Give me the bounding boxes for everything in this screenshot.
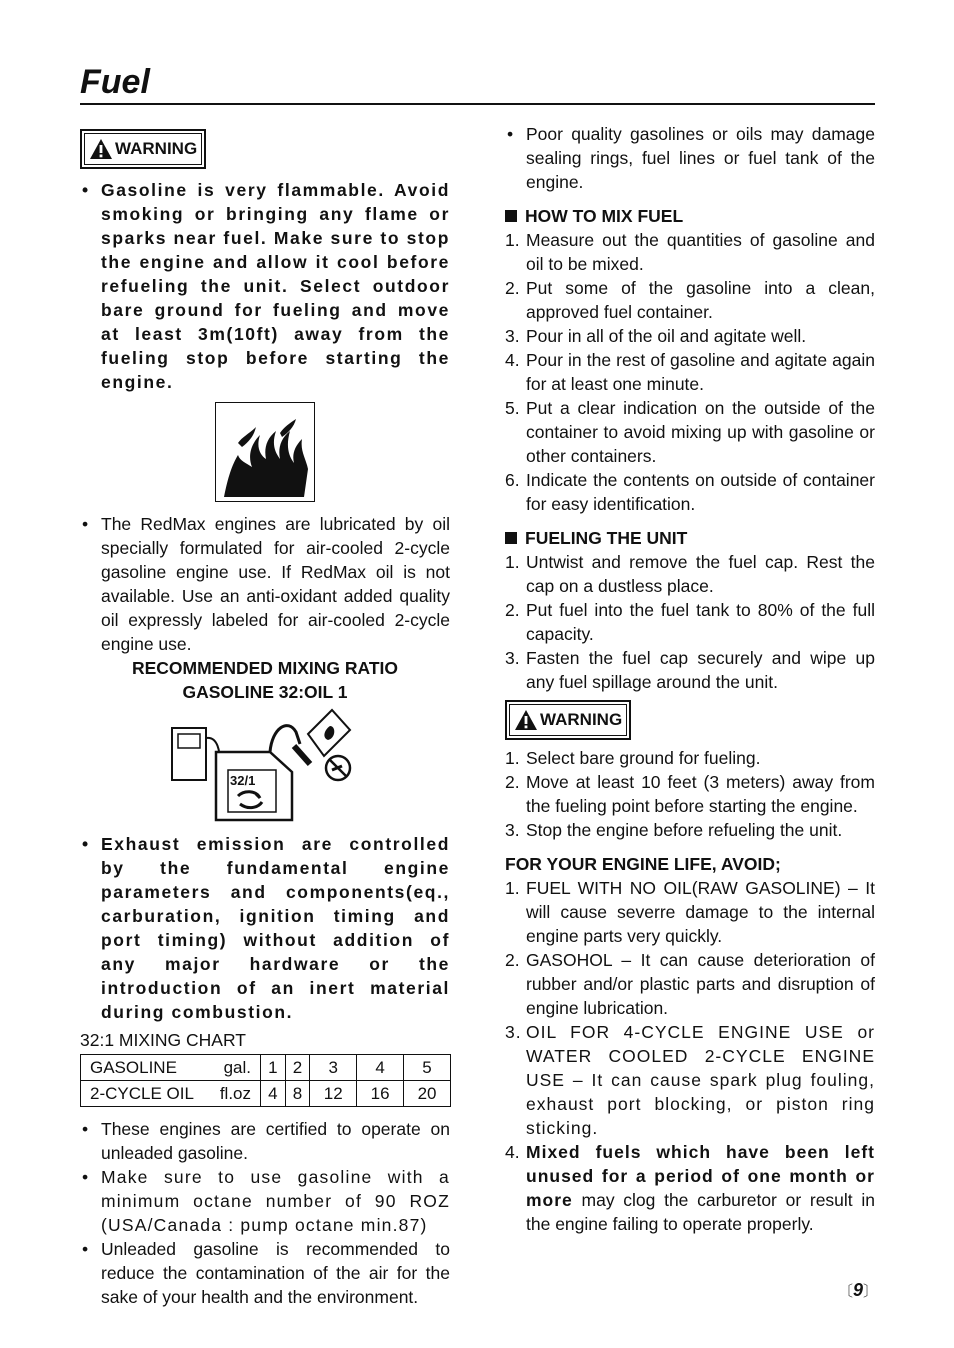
table-cell: GASOLINE gal. xyxy=(81,1055,261,1081)
warning-label: WARNING xyxy=(115,139,198,158)
fueling-steps xyxy=(505,550,875,694)
table-cell: 5 xyxy=(404,1055,451,1081)
mixing-ratio-heading: RECOMMENDED MIXING RATIO xyxy=(131,658,399,678)
table-row xyxy=(81,1055,451,1081)
list-item: 2. Move at least 10 feet (3 meters) away from the fueling point before starting the engine. xyxy=(505,772,875,816)
table-row xyxy=(81,1081,451,1107)
oil-bullets xyxy=(80,512,450,656)
warning-triangle-icon xyxy=(89,138,113,160)
page-number: 〔9〕 xyxy=(838,1280,879,1300)
quality-bullets xyxy=(505,122,875,194)
list-item: 1. Untwist and remove the fuel cap. Rest the cap on a dustless place. xyxy=(505,552,875,596)
warning-box xyxy=(505,700,631,740)
warning-bullets xyxy=(80,178,450,394)
list-item: • Make sure to use gasoline with a minimum octane number of 90 ROZ (USA/Canada : pump octane min.87) xyxy=(80,1165,450,1237)
square-bullet-icon xyxy=(505,532,517,544)
warning-label: WARNING xyxy=(540,710,623,729)
table-cell: 16 xyxy=(357,1081,404,1107)
flame-icon xyxy=(216,403,314,501)
list-item: 3. OIL FOR 4-CYCLE ENGINE USE or WATER COOLED 2-CYCLE ENGINE USE – It can cause spark plug fouling, exhaust port blocking, or piston ring sticking. xyxy=(505,1022,875,1138)
list-item: 4. Mixed fuels which have been left unused for a period of one month or more may clog the carburetor or result in the engine failing to operate properly. xyxy=(505,1142,875,1234)
avoid-list xyxy=(505,876,875,1236)
table-cell: 20 xyxy=(404,1081,451,1107)
table-cell: 2 xyxy=(285,1055,310,1081)
emission-bullets xyxy=(80,832,450,1024)
table-cell: 3 xyxy=(310,1055,357,1081)
avoid-heading: FOR YOUR ENGINE LIFE, AVOID; xyxy=(505,854,781,874)
list-item: 4. Pour in the rest of gasoline and agitate again for at least one minute. xyxy=(505,350,875,394)
table-cell: 1 xyxy=(261,1055,286,1081)
square-bullet-icon xyxy=(505,210,517,222)
title-divider xyxy=(80,103,875,105)
list-item: 3. Stop the engine before refueling the unit. xyxy=(505,820,843,840)
list-item: 6. Indicate the contents on outside of container for easy identification. xyxy=(505,470,875,514)
warning-steps xyxy=(505,746,875,842)
fire-hazard-pictogram xyxy=(215,402,315,502)
list-item: 5. Put a clear indication on the outside of the container to avoid mixing up with gasoline or other containers. xyxy=(505,398,875,466)
list-item: 2. GASOHOL – It can cause deterioration of rubber and/or plastic parts and disruption of engine lubrication. xyxy=(505,950,875,1018)
gasoline-bullets xyxy=(80,1117,450,1309)
table-cell: 2-CYCLE OIL fl.oz xyxy=(81,1081,261,1107)
list-item: • Unleaded gasoline is recommended to reduce the contamination of the air for the sake of your health and the environment. xyxy=(80,1237,450,1309)
fuel-can-icon xyxy=(160,708,360,826)
table-cell: 12 xyxy=(310,1081,357,1107)
fuel-mixing-illustration xyxy=(160,708,360,826)
list-item: 3. Pour in all of the oil and agitate well. xyxy=(505,326,807,346)
table-cell: 8 xyxy=(285,1081,310,1107)
list-item: 2. Put some of the gasoline into a clean, approved fuel container. xyxy=(505,278,875,322)
warning-box xyxy=(80,129,206,169)
right-column xyxy=(505,122,875,1236)
list-item: • Poor quality gasolines or oils may damage sealing rings, fuel lines or fuel tank of the engine. xyxy=(505,122,875,194)
left-column xyxy=(80,122,450,1309)
page-title: Fuel xyxy=(80,63,150,101)
list-item: 1. Measure out the quantities of gasoline and oil to be mixed. xyxy=(505,230,875,274)
fueling-heading: FUELING THE UNIT xyxy=(505,526,875,550)
can-ratio-label: 32/1 xyxy=(230,773,256,788)
list-item: • Exhaust emission are controlled by the fundamental engine parameters and components(eq., carburation, ignition timing and port timing) without addition of any major hardware or the introduction of an inert material during combustion. xyxy=(80,832,450,1024)
mixing-ratio-value: GASOLINE 32:OIL 1 xyxy=(182,682,348,702)
list-item: • These engines are certified to operate on unleaded gasoline. xyxy=(80,1117,450,1165)
table-cell: 4 xyxy=(261,1081,286,1107)
mixing-chart-title: 32:1 MIXING CHART xyxy=(80,1030,246,1050)
mix-fuel-steps xyxy=(505,228,875,516)
list-item: 2. Put fuel into the fuel tank to 80% of the full capacity. xyxy=(505,600,875,644)
list-item: 3. Fasten the fuel cap securely and wipe up any fuel spillage around the unit. xyxy=(505,648,875,692)
table-cell: 4 xyxy=(357,1055,404,1081)
mix-fuel-heading: HOW TO MIX FUEL xyxy=(505,204,875,228)
list-item: • The RedMax engines are lubricated by oil specially formulated for air-cooled 2-cycle gasoline engine use. If RedMax oil is not available. Use an anti-oxidant added quality oil expressly labeled for air-cooled 2-cycle engine use. xyxy=(80,512,450,656)
list-item: 1. Select bare ground for fueling. xyxy=(505,748,761,768)
mixing-chart-table xyxy=(80,1054,451,1107)
warning-triangle-icon xyxy=(514,709,538,731)
list-item: 1. FUEL WITH NO OIL(RAW GASOLINE) – It will cause severre damage to the internal engine parts very quickly. xyxy=(505,878,875,946)
list-item: • Gasoline is very flammable. Avoid smoking or bringing any flame or sparks near fuel. Make sure to stop the engine and allow it cool before refueling the unit. Select outdoor bare ground for fueling and move at least 3m(10ft) away from the fueling stop before starting the engine. xyxy=(80,178,450,394)
